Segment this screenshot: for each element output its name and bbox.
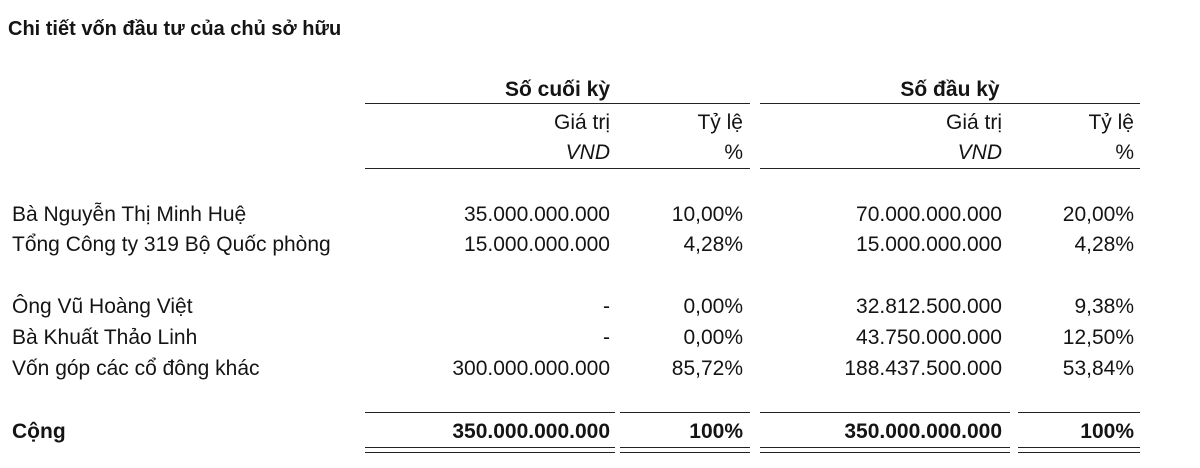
row-begin-value: 70.000.000.000 xyxy=(856,203,1002,226)
total-double-rule-begin-ratio-1 xyxy=(1018,447,1140,448)
row-name: Tổng Công ty 319 Bộ Quốc phòng xyxy=(12,233,331,256)
total-double-rule-end-value-2 xyxy=(365,452,615,453)
total-rule-begin-value xyxy=(760,412,1010,413)
subheader-begin-value: Giá trị xyxy=(945,111,1002,134)
row-begin-value: 32.812.500.000 xyxy=(856,295,1002,318)
total-double-rule-end-ratio-2 xyxy=(620,452,750,453)
row-end-value: 35.000.000.000 xyxy=(464,203,610,226)
row-name: Vốn góp các cổ đông khác xyxy=(12,357,260,380)
section-title: Chi tiết vốn đầu tư của chủ sở hữu xyxy=(8,18,342,40)
total-double-rule-begin-ratio-2 xyxy=(1018,452,1140,453)
row-end-value: 15.000.000.000 xyxy=(464,233,610,256)
subheader-begin-ratio-unit: % xyxy=(1115,141,1134,164)
group-header-begin: Số đầu kỳ xyxy=(900,78,1000,101)
row-end-ratio: 4,28% xyxy=(683,233,743,256)
total-begin-value: 350.000.000.000 xyxy=(844,420,1002,443)
row-end-ratio: 10,00% xyxy=(671,203,743,226)
row-begin-ratio: 9,38% xyxy=(1074,295,1134,318)
subheader-end-value: Giá trị xyxy=(553,111,610,134)
row-end-value: - xyxy=(603,295,610,318)
total-double-rule-end-ratio-1 xyxy=(620,447,750,448)
row-begin-ratio: 12,50% xyxy=(1062,326,1134,349)
subheader-end-value-unit: VND xyxy=(565,141,610,164)
row-name: Bà Nguyễn Thị Minh Huệ xyxy=(12,203,247,226)
subheader-begin-ratio: Tỷ lệ xyxy=(1088,111,1134,134)
total-rule-end-ratio xyxy=(620,412,750,413)
header-underline-begin xyxy=(760,168,1140,169)
group-underline-end xyxy=(365,103,750,104)
total-rule-end-value xyxy=(365,412,615,413)
row-end-ratio: 0,00% xyxy=(683,326,743,349)
subheader-begin-value-unit: VND xyxy=(957,141,1002,164)
row-end-value: 300.000.000.000 xyxy=(452,357,610,380)
total-end-value: 350.000.000.000 xyxy=(452,420,610,443)
row-begin-value: 188.437.500.000 xyxy=(844,357,1002,380)
total-double-rule-begin-value-1 xyxy=(760,447,1010,448)
row-begin-value: 15.000.000.000 xyxy=(856,233,1002,256)
row-end-ratio: 85,72% xyxy=(671,357,743,380)
row-begin-ratio: 20,00% xyxy=(1062,203,1134,226)
header-underline-end xyxy=(365,168,750,169)
row-name: Bà Khuất Thảo Linh xyxy=(12,326,198,349)
group-header-end: Số cuối kỳ xyxy=(504,78,611,101)
row-name: Ông Vũ Hoàng Việt xyxy=(12,295,193,318)
total-rule-begin-ratio xyxy=(1018,412,1140,413)
total-double-rule-end-value-1 xyxy=(365,447,615,448)
row-end-value: - xyxy=(603,326,610,349)
row-begin-ratio: 4,28% xyxy=(1074,233,1134,256)
subheader-end-ratio-unit: % xyxy=(724,141,743,164)
total-begin-ratio: 100% xyxy=(1080,420,1134,443)
total-double-rule-begin-value-2 xyxy=(760,452,1010,453)
row-begin-ratio: 53,84% xyxy=(1062,357,1134,380)
group-underline-begin xyxy=(760,103,1140,104)
row-end-ratio: 0,00% xyxy=(683,295,743,318)
subheader-end-ratio: Tỷ lệ xyxy=(697,111,743,134)
total-label: Cộng xyxy=(12,420,66,443)
total-end-ratio: 100% xyxy=(689,420,743,443)
row-begin-value: 43.750.000.000 xyxy=(856,326,1002,349)
